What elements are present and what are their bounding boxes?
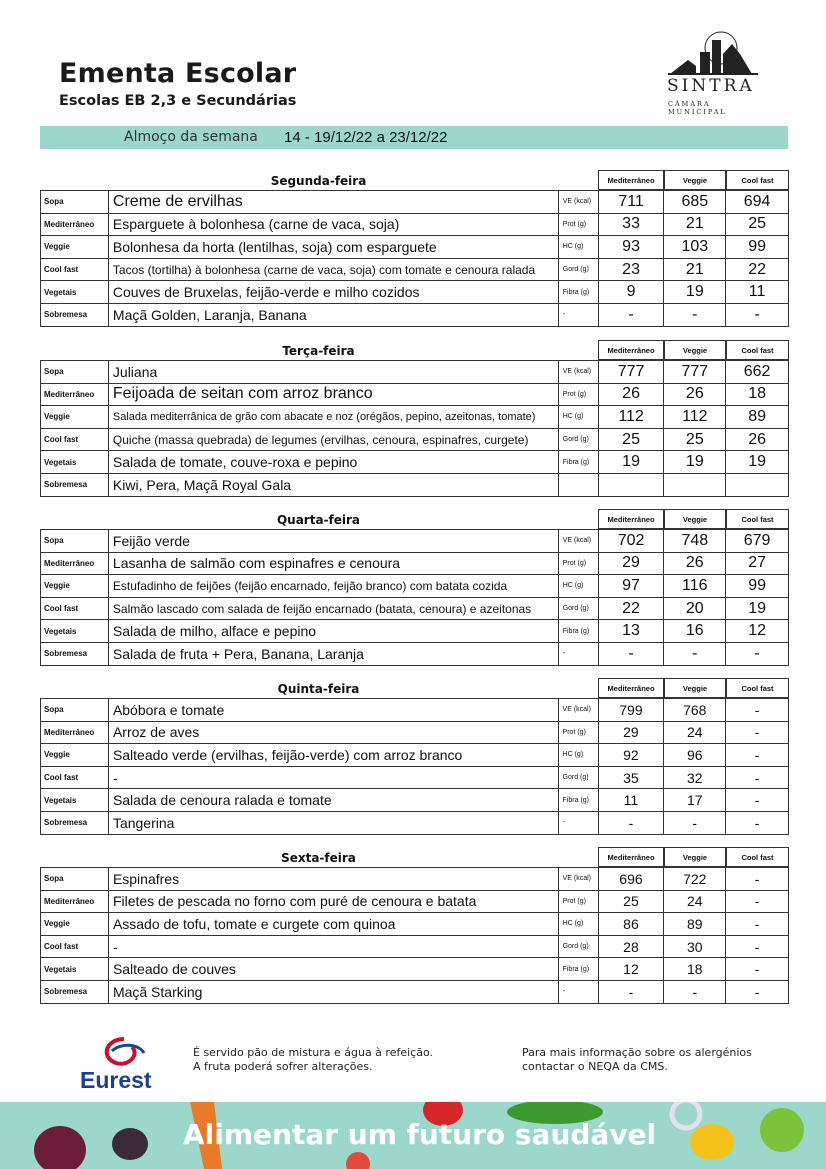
dish-cell: Estufadinho de feijões (feijão encarnado, feijão branco) com batata cozida [108, 575, 558, 598]
sintra-palace-icon [660, 30, 770, 76]
dish-cell: Salteado verde (ervilhas, feijão-verde) com arroz branco [108, 744, 558, 767]
value-mediterraneo: 29 [598, 721, 664, 744]
column-header: Mediterrâneo [598, 340, 664, 360]
category-cell: Cool fast [41, 766, 109, 789]
value-veggie: 685 [664, 191, 726, 214]
column-header: Cool fast [726, 847, 789, 867]
nutrient-cell: VE (kcal) [558, 530, 598, 553]
category-cell: Vegetais [41, 451, 109, 474]
dish-cell: Salada mediterrânica de grão com abacate e noz (orégãos, pepino, azeitonas, tomate) [108, 406, 558, 429]
value-cool-fast: 27 [726, 552, 789, 575]
table-row [41, 980, 789, 1003]
value-mediterraneo: 97 [598, 575, 664, 598]
value-cool-fast: - [726, 868, 789, 891]
dish-cell: Kiwi, Pera, Maçã Royal Gala [108, 473, 558, 496]
day-name: Quinta-feira [277, 682, 360, 696]
value-cool-fast: - [726, 699, 789, 722]
dish-cell: - [108, 766, 558, 789]
category-cell: Vegetais [41, 789, 109, 812]
category-cell: Sopa [41, 530, 109, 553]
table-row [41, 473, 789, 496]
value-veggie: 30 [664, 935, 726, 958]
dish-cell: Maçã Starking [108, 980, 558, 1003]
nutrient-cell: Prot (g) [558, 552, 598, 575]
value-mediterraneo: 711 [598, 191, 664, 214]
table-row [41, 406, 789, 429]
nutrient-cell: Gord (g) [558, 935, 598, 958]
value-veggie: 26 [664, 383, 726, 406]
week-dates: 14 - 19/12/22 a 23/12/22 [284, 129, 448, 146]
page-subtitle: Escolas EB 2,3 e Secundárias [59, 93, 297, 109]
value-mediterraneo: 799 [598, 699, 664, 722]
dish-cell: Filetes de pescada no forno com puré de cenoura e batata [108, 890, 558, 913]
column-header: Mediterrâneo [598, 170, 664, 190]
value-veggie: - [664, 642, 726, 665]
bread-note [193, 1046, 433, 1074]
category-cell: Veggie [41, 406, 109, 429]
table-row [41, 597, 789, 620]
value-veggie: 20 [664, 597, 726, 620]
value-cool-fast: 11 [726, 281, 789, 304]
table-row [41, 428, 789, 451]
value-veggie: 112 [664, 406, 726, 429]
column-header: Cool fast [726, 340, 789, 360]
value-veggie: 768 [664, 699, 726, 722]
dish-cell: Salada de cenoura ralada e tomate [108, 789, 558, 812]
category-cell: Cool fast [41, 597, 109, 620]
table-row [41, 699, 789, 722]
category-cell: Cool fast [41, 935, 109, 958]
value-cool-fast: 26 [726, 428, 789, 451]
nutrient-cell: Fibra (g) [558, 620, 598, 643]
menu-table [40, 529, 789, 666]
value-veggie: 96 [664, 744, 726, 767]
value-cool-fast: - [726, 721, 789, 744]
bread-note-line-2: A fruta poderá sofrer alterações. [193, 1060, 373, 1073]
nutrient-cell [558, 473, 598, 496]
value-veggie: 722 [664, 868, 726, 891]
value-cool-fast: - [726, 958, 789, 981]
value-cool-fast: - [726, 642, 789, 665]
nutrient-cell: Fibra (g) [558, 789, 598, 812]
category-cell: Sopa [41, 191, 109, 214]
value-veggie: 32 [664, 766, 726, 789]
value-veggie: 18 [664, 958, 726, 981]
value-veggie: 21 [664, 213, 726, 236]
category-cell: Sobremesa [41, 642, 109, 665]
value-cool-fast [726, 473, 789, 496]
nutrient-cell: Gord (g) [558, 597, 598, 620]
dish-cell: Lasanha de salmão com espinafres e cenoura [108, 552, 558, 575]
day-name: Quarta-feira [276, 513, 361, 527]
table-row [41, 361, 789, 384]
nutrient-cell: HC (g) [558, 406, 598, 429]
value-veggie [664, 473, 726, 496]
value-cool-fast: 662 [726, 361, 789, 384]
table-row [41, 213, 789, 236]
nutrient-cell: HC (g) [558, 913, 598, 936]
value-veggie: 777 [664, 361, 726, 384]
dish-cell: Juliana [108, 361, 558, 384]
dish-cell: Tacos (tortilha) à bolonhesa (carne de vaca, soja) com tomate e cenoura ralada [108, 258, 558, 281]
dish-cell: Salmão lascado com salada de feijão encarnado (batata, cenoura) e azeitonas [108, 597, 558, 620]
nutrient-cell: HC (g) [558, 236, 598, 259]
value-mediterraneo: - [598, 642, 664, 665]
bread-note-line-1: É servido pão de mistura e água à refeição. [193, 1046, 433, 1059]
value-cool-fast: - [726, 980, 789, 1003]
footer-banner [0, 1102, 826, 1169]
eurest-swirl-icon [94, 1035, 154, 1069]
dish-cell: Salteado de couves [108, 958, 558, 981]
nutrient-cell: Gord (g) [558, 258, 598, 281]
slogan: Alimentar um futuro saudável [183, 1118, 657, 1151]
table-row [41, 913, 789, 936]
dish-cell: Salada de tomate, couve-roxa e pepino [108, 451, 558, 474]
category-cell: Sopa [41, 699, 109, 722]
dish-cell: Salada de milho, alface e pepino [108, 620, 558, 643]
category-cell: Vegetais [41, 281, 109, 304]
category-cell: Sobremesa [41, 811, 109, 834]
nutrient-cell: - [558, 811, 598, 834]
nutrient-cell: VE (kcal) [558, 361, 598, 384]
table-row [41, 258, 789, 281]
nutrient-cell: Fibra (g) [558, 958, 598, 981]
value-veggie: 26 [664, 552, 726, 575]
value-mediterraneo: 9 [598, 281, 664, 304]
value-veggie: - [664, 811, 726, 834]
value-mediterraneo: 86 [598, 913, 664, 936]
value-cool-fast: 19 [726, 597, 789, 620]
day-name: Segunda-feira [270, 174, 367, 188]
nutrient-cell: VE (kcal) [558, 699, 598, 722]
category-cell: Vegetais [41, 620, 109, 643]
nutrient-cell: - [558, 642, 598, 665]
value-cool-fast: 12 [726, 620, 789, 643]
value-cool-fast: 89 [726, 406, 789, 429]
value-mediterraneo: - [598, 811, 664, 834]
nutrient-cell: - [558, 303, 598, 326]
value-veggie: - [664, 303, 726, 326]
dish-cell: Espinafres [108, 868, 558, 891]
nutrient-cell: VE (kcal) [558, 191, 598, 214]
nutrient-cell: Gord (g) [558, 766, 598, 789]
table-row [41, 530, 789, 553]
value-cool-fast: - [726, 303, 789, 326]
value-mediterraneo: 25 [598, 890, 664, 913]
value-veggie: - [664, 980, 726, 1003]
value-mediterraneo: 35 [598, 766, 664, 789]
dish-cell: Arroz de aves [108, 721, 558, 744]
value-veggie: 24 [664, 890, 726, 913]
category-cell: Veggie [41, 236, 109, 259]
category-cell: Cool fast [41, 428, 109, 451]
value-veggie: 24 [664, 721, 726, 744]
week-label: Almoço da semana [124, 129, 258, 145]
value-mediterraneo [598, 473, 664, 496]
table-row [41, 552, 789, 575]
value-cool-fast: - [726, 744, 789, 767]
value-cool-fast: - [726, 913, 789, 936]
category-cell: Cool fast [41, 258, 109, 281]
value-veggie: 748 [664, 530, 726, 553]
nutrient-cell: Prot (g) [558, 890, 598, 913]
nutrient-cell: Gord (g) [558, 428, 598, 451]
eurest-brand: Eurest [80, 1067, 152, 1093]
column-header: Mediterrâneo [598, 509, 664, 529]
dish-cell: Maçã Golden, Laranja, Banana [108, 303, 558, 326]
eurest-logo [80, 1035, 160, 1093]
logo-word: SINTRA [667, 76, 755, 96]
dish-cell: Feijoada de seitan com arroz branco [108, 383, 558, 406]
table-row [41, 575, 789, 598]
value-mediterraneo: 92 [598, 744, 664, 767]
value-cool-fast: 22 [726, 258, 789, 281]
table-row [41, 451, 789, 474]
value-veggie: 116 [664, 575, 726, 598]
value-veggie: 19 [664, 451, 726, 474]
value-cool-fast: 99 [726, 575, 789, 598]
value-cool-fast: 25 [726, 213, 789, 236]
category-cell: Sobremesa [41, 473, 109, 496]
value-mediterraneo: 22 [598, 597, 664, 620]
value-cool-fast: - [726, 766, 789, 789]
nutrient-cell: - [558, 980, 598, 1003]
menu-table [40, 360, 789, 497]
dish-cell: Abóbora e tomate [108, 699, 558, 722]
table-row [41, 935, 789, 958]
column-header: Cool fast [726, 678, 789, 698]
table-row [41, 789, 789, 812]
day-name: Terça-feira [282, 344, 355, 358]
nutrient-cell: HC (g) [558, 575, 598, 598]
value-mediterraneo: - [598, 303, 664, 326]
value-mediterraneo: 23 [598, 258, 664, 281]
dish-cell: Creme de ervilhas [108, 191, 558, 214]
value-cool-fast: 679 [726, 530, 789, 553]
menu-table [40, 867, 789, 1004]
nutrient-cell: VE (kcal) [558, 868, 598, 891]
table-row [41, 811, 789, 834]
table-row [41, 281, 789, 304]
value-cool-fast: - [726, 811, 789, 834]
column-header: Veggie [664, 678, 726, 698]
table-row [41, 236, 789, 259]
table-row [41, 868, 789, 891]
value-mediterraneo: 26 [598, 383, 664, 406]
category-cell: Sobremesa [41, 980, 109, 1003]
table-row [41, 620, 789, 643]
value-veggie: 16 [664, 620, 726, 643]
column-header: Cool fast [726, 170, 789, 190]
value-mediterraneo: 112 [598, 406, 664, 429]
column-header: Veggie [664, 170, 726, 190]
value-veggie: 89 [664, 913, 726, 936]
nutrient-cell: Prot (g) [558, 383, 598, 406]
column-header: Veggie [664, 509, 726, 529]
nutrient-cell: HC (g) [558, 744, 598, 767]
column-header: Mediterrâneo [598, 847, 664, 867]
value-cool-fast: - [726, 935, 789, 958]
dish-cell: Salada de fruta + Pera, Banana, Laranja [108, 642, 558, 665]
table-row [41, 958, 789, 981]
table-row [41, 642, 789, 665]
category-cell: Mediterrâneo [41, 552, 109, 575]
day-name: Sexta-feira [281, 851, 356, 865]
dish-cell: Tangerina [108, 811, 558, 834]
value-cool-fast: - [726, 789, 789, 812]
nutrient-cell: Fibra (g) [558, 281, 598, 304]
value-mediterraneo: 93 [598, 236, 664, 259]
category-cell: Veggie [41, 744, 109, 767]
logo-subtext: CÂMARA MUNICIPAL [668, 100, 727, 116]
category-cell: Veggie [41, 913, 109, 936]
value-veggie: 25 [664, 428, 726, 451]
sintra-logo [660, 30, 770, 116]
menu-table [40, 698, 789, 835]
column-header: Veggie [664, 340, 726, 360]
category-cell: Sopa [41, 868, 109, 891]
value-mediterraneo: - [598, 980, 664, 1003]
dish-cell: Esparguete à bolonhesa (carne de vaca, soja) [108, 213, 558, 236]
value-mediterraneo: 12 [598, 958, 664, 981]
category-cell: Veggie [41, 575, 109, 598]
dish-cell: Assado de tofu, tomate e curgete com quinoa [108, 913, 558, 936]
column-header: Veggie [664, 847, 726, 867]
table-row [41, 383, 789, 406]
value-mediterraneo: 702 [598, 530, 664, 553]
value-mediterraneo: 29 [598, 552, 664, 575]
value-cool-fast: - [726, 890, 789, 913]
table-row [41, 303, 789, 326]
value-mediterraneo: 28 [598, 935, 664, 958]
category-cell: Mediterrâneo [41, 213, 109, 236]
dish-cell: Couves de Bruxelas, feijão-verde e milho cozidos [108, 281, 558, 304]
value-cool-fast: 19 [726, 451, 789, 474]
category-cell: Mediterrâneo [41, 721, 109, 744]
menu-table [40, 190, 789, 327]
category-cell: Sobremesa [41, 303, 109, 326]
value-mediterraneo: 777 [598, 361, 664, 384]
week-bar [40, 126, 788, 149]
dish-cell: Feijão verde [108, 530, 558, 553]
value-veggie: 19 [664, 281, 726, 304]
nutrient-cell: Prot (g) [558, 213, 598, 236]
category-cell: Mediterrâneo [41, 383, 109, 406]
value-veggie: 21 [664, 258, 726, 281]
value-mediterraneo: 33 [598, 213, 664, 236]
column-header: Mediterrâneo [598, 678, 664, 698]
dish-cell: Bolonhesa da horta (lentilhas, soja) com esparguete [108, 236, 558, 259]
table-row [41, 721, 789, 744]
allergen-note-line-1: Para mais informação sobre os alergénios [522, 1046, 752, 1059]
dish-cell: Quiche (massa quebrada) de legumes (ervilhas, cenoura, espinafres, curgete) [108, 428, 558, 451]
value-cool-fast: 99 [726, 236, 789, 259]
value-mediterraneo: 11 [598, 789, 664, 812]
category-cell: Vegetais [41, 958, 109, 981]
dish-cell: - [108, 935, 558, 958]
value-cool-fast: 18 [726, 383, 789, 406]
value-mediterraneo: 19 [598, 451, 664, 474]
category-cell: Mediterrâneo [41, 890, 109, 913]
table-row [41, 191, 789, 214]
value-mediterraneo: 13 [598, 620, 664, 643]
table-row [41, 744, 789, 767]
allergen-note [522, 1046, 752, 1074]
category-cell: Sopa [41, 361, 109, 384]
value-cool-fast: 694 [726, 191, 789, 214]
value-veggie: 17 [664, 789, 726, 812]
allergen-note-line-2: contactar o NEQA da CMS. [522, 1060, 668, 1073]
value-mediterraneo: 25 [598, 428, 664, 451]
value-veggie: 103 [664, 236, 726, 259]
page-title: Ementa Escolar [59, 58, 297, 89]
table-row [41, 890, 789, 913]
nutrient-cell: Prot (g) [558, 721, 598, 744]
nutrient-cell: Fibra (g) [558, 451, 598, 474]
table-row [41, 766, 789, 789]
value-mediterraneo: 696 [598, 868, 664, 891]
column-header: Cool fast [726, 509, 789, 529]
